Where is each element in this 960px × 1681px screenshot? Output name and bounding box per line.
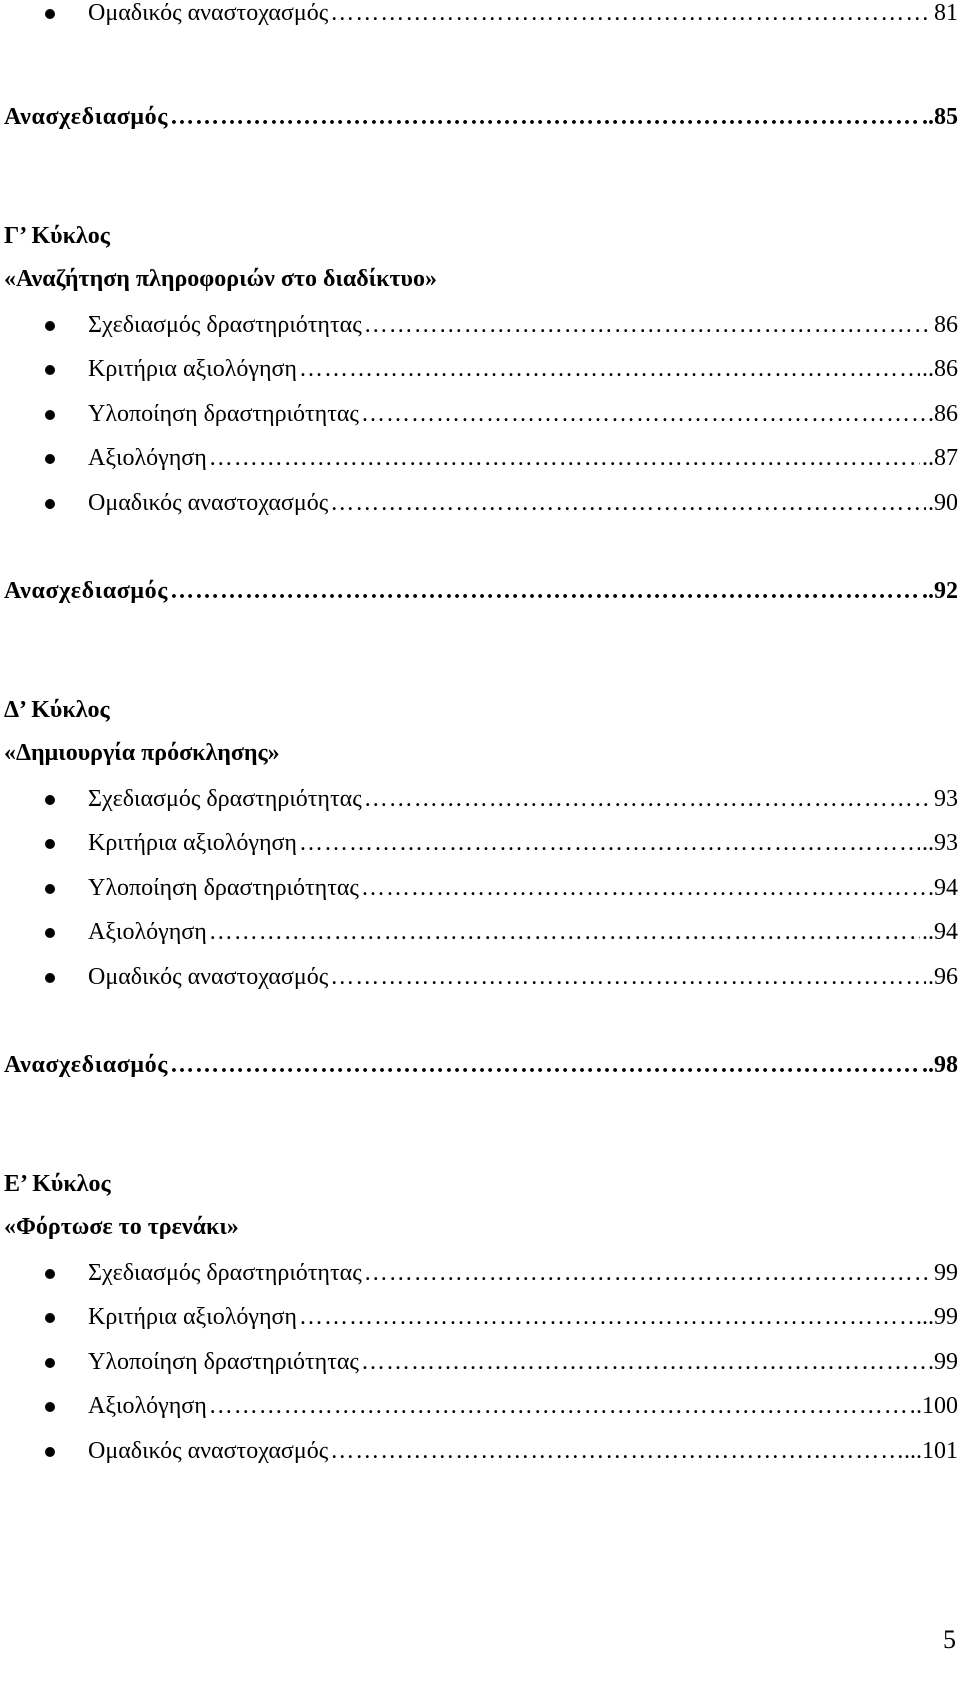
toc-item [0, 1434, 960, 1468]
toc-item [0, 915, 960, 949]
bullet-icon [45, 1313, 55, 1323]
bullet-icon [45, 499, 55, 509]
dot-leader [209, 1389, 914, 1423]
toc-section-label: Ανασχεδιασμός [4, 1052, 168, 1078]
dot-leader [330, 1434, 902, 1468]
toc-item-label: Ομαδικός αναστοχασμός [88, 1438, 329, 1464]
toc-item [0, 441, 960, 475]
bullet-icon [45, 928, 55, 938]
cycle-subtitle: «Φόρτωσε το τρενάκι» [4, 1214, 239, 1240]
bullet-icon [45, 795, 55, 805]
dot-leader [361, 1345, 926, 1379]
dot-leader [299, 826, 920, 860]
dot-leader [170, 100, 920, 134]
bullet-icon [45, 1358, 55, 1368]
toc-item [0, 397, 960, 431]
toc-item [0, 782, 960, 816]
toc-item-page: 99 [934, 1260, 958, 1286]
bullet-icon [45, 1447, 55, 1457]
toc-item-page: .90 [928, 490, 958, 516]
toc-item-page: .100 [916, 1393, 958, 1419]
toc-item-label: Σχεδιασμός δραστηριότητας [88, 1260, 362, 1286]
toc-section [0, 1048, 960, 1082]
toc-item [0, 308, 960, 342]
cycle-title: Ε’ Κύκλος [4, 1171, 111, 1197]
toc-section-page: ..98 [922, 1052, 958, 1078]
toc-item-label: Κριτήρια αξιολόγηση [88, 356, 297, 382]
dot-leader [330, 960, 926, 994]
dot-leader [299, 352, 920, 386]
toc-item-page: ..94 [922, 919, 958, 945]
toc-item [0, 826, 960, 860]
toc-item-page: ..93 [922, 830, 958, 856]
bullet-icon [45, 9, 55, 19]
toc-section-page: ..85 [922, 104, 958, 130]
dot-leader [361, 871, 926, 905]
toc-item-label: Αξιολόγηση [88, 1393, 207, 1419]
bullet-icon [45, 365, 55, 375]
toc-item [0, 1389, 960, 1423]
toc-item-label: Υλοποίηση δραστηριότητας [88, 875, 359, 901]
toc-item-page: .99 [928, 1349, 958, 1375]
page-number: 5 [943, 1625, 956, 1654]
dot-leader [170, 1048, 920, 1082]
toc-section-label: Ανασχεδιασμός [4, 578, 168, 604]
toc-item-page: .96 [928, 964, 958, 990]
toc-item [0, 871, 960, 905]
bullet-icon [45, 410, 55, 420]
cycle-title: Δ’ Κύκλος [4, 697, 110, 723]
toc-item-label: Σχεδιασμός δραστηριότητας [88, 786, 362, 812]
dot-leader [364, 782, 932, 816]
toc-item-page: .94 [928, 875, 958, 901]
toc-item-page: .86 [928, 401, 958, 427]
dot-leader [361, 397, 926, 431]
toc-item-label: Αξιολόγηση [88, 919, 207, 945]
toc-item-page: ...101 [904, 1438, 958, 1464]
toc-item-page: ..86 [922, 356, 958, 382]
cycle-subtitle: «Αναζήτηση πληροφοριών στο διαδίκτυο» [4, 266, 437, 292]
toc-item [0, 960, 960, 994]
dot-leader [364, 308, 932, 342]
toc-item-page: ..87 [922, 445, 958, 471]
toc-item [0, 0, 960, 30]
dot-leader [209, 441, 920, 475]
toc-item-label: Ομαδικός αναστοχασμός [88, 490, 329, 516]
toc-section [0, 574, 960, 608]
bullet-icon [45, 1402, 55, 1412]
toc-section-page: ..92 [922, 578, 958, 604]
bullet-icon [45, 321, 55, 331]
dot-leader [209, 915, 920, 949]
bullet-icon [45, 454, 55, 464]
toc-item [0, 1345, 960, 1379]
toc-item-page: 81 [934, 0, 958, 26]
bullet-icon [45, 839, 55, 849]
toc-item-label: Υλοποίηση δραστηριότητας [88, 1349, 359, 1375]
dot-leader [170, 574, 920, 608]
toc-item-page: 93 [934, 786, 958, 812]
bullet-icon [45, 884, 55, 894]
dot-leader [299, 1300, 914, 1334]
toc-item [0, 352, 960, 386]
toc-item-label: Ομαδικός αναστοχασμός [88, 964, 329, 990]
cycle-title: Γ’ Κύκλος [4, 223, 110, 249]
toc-item-label: Κριτήρια αξιολόγηση [88, 1304, 297, 1330]
dot-leader [330, 0, 932, 30]
dot-leader [364, 1256, 932, 1290]
toc-section-label: Ανασχεδιασμός [4, 104, 168, 130]
toc-item [0, 1300, 960, 1334]
cycle-subtitle: «Δημιουργία πρόσκλησης» [4, 740, 280, 766]
bullet-icon [45, 973, 55, 983]
toc-item [0, 486, 960, 520]
toc-item-label: Κριτήρια αξιολόγηση [88, 830, 297, 856]
toc-item-label: Αξιολόγηση [88, 445, 207, 471]
toc-section [0, 100, 960, 134]
dot-leader [330, 486, 926, 520]
toc-item [0, 1256, 960, 1290]
toc-item-page: 86 [934, 312, 958, 338]
toc-item-label: Υλοποίηση δραστηριότητας [88, 401, 359, 427]
toc-item-label: Ομαδικός αναστοχασμός [88, 0, 329, 26]
toc-item-label: Σχεδιασμός δραστηριότητας [88, 312, 362, 338]
toc-item-page: ...99 [916, 1304, 958, 1330]
bullet-icon [45, 1269, 55, 1279]
